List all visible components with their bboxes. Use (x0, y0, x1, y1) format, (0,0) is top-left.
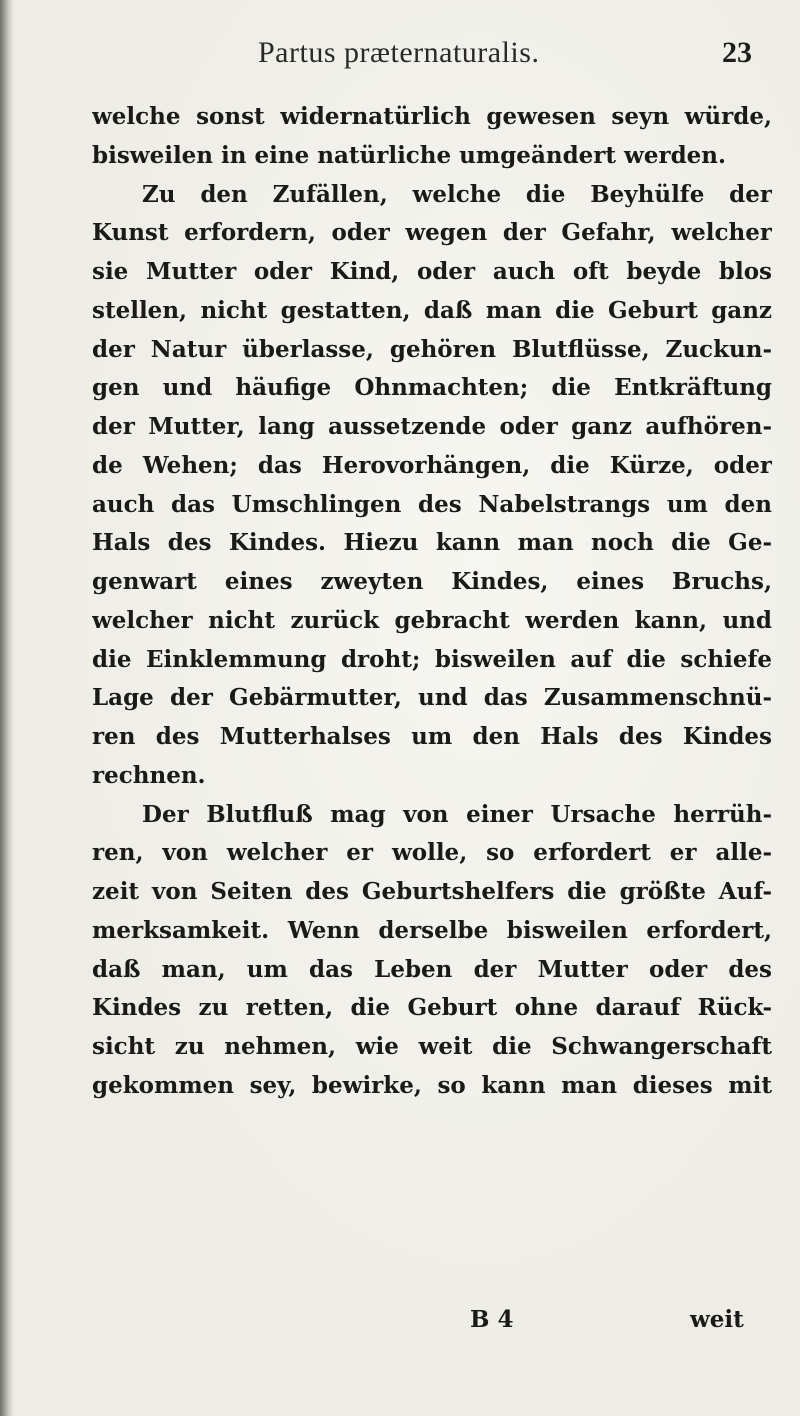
text-line: merksamkeit. Wenn derselbe bisweilen erfordert, (92, 916, 772, 944)
text-line: der Natur überlasse, gehören Blutflüsse, Zuckun- (92, 335, 772, 363)
text-line: Lage der Gebärmutter, und das Zusammenschnü- (92, 684, 772, 712)
text-line: genwart eines zweyten Kindes, eines Bruchs, (92, 568, 772, 595)
text-line: Zu den Zufällen, welche die Beyhülfe der (142, 180, 772, 208)
footer-line (0, 1300, 800, 1340)
text-line: ren, von welcher er wolle, so erfordert er alle- (92, 839, 772, 867)
text-line: sicht zu nehmen, wie weit die Schwangerschaft (92, 1033, 772, 1060)
text-line: gekommen sey, bewirke, so kann man dieses mit (92, 1071, 772, 1099)
text-line: der Mutter, lang aussetzende oder ganz aufhören- (92, 413, 772, 440)
text-line: daß man, um das Leben der Mutter oder des (92, 955, 772, 983)
text-line: Der Blutfluß mag von einer Ursache herrüh- (142, 800, 772, 828)
text-line: ren des Mutterhalses um den Hals des Kindes (92, 723, 772, 750)
running-title: Partus præternaturalis. (258, 36, 540, 69)
text-line: Hals des Kindes. Hiezu kann man noch die Ge- (92, 529, 772, 557)
text-line: welcher nicht zurück gebracht werden kann, und (92, 606, 772, 634)
text-line: Kunst erfordern, oder wegen der Gefahr, welcher (92, 219, 772, 247)
text-line: sie Mutter oder Kind, oder auch oft beyde blos (92, 258, 772, 285)
page-number: 23 (722, 36, 752, 69)
catchword: weit (690, 1306, 744, 1333)
running-head (0, 36, 800, 76)
text-line: welche sonst widernatürlich gewesen seyn würde, (92, 103, 772, 130)
text-line: bisweilen in eine natürliche umgeändert werden. (92, 141, 727, 169)
text-line: auch das Umschlingen des Nabelstrangs um den (92, 490, 772, 518)
text-line: stellen, nicht gestatten, daß man die Geburt ganz (92, 296, 772, 324)
text-line: rechnen. (92, 761, 206, 789)
text-line: Kindes zu retten, die Geburt ohne darauf Rück- (92, 994, 772, 1022)
text-line: zeit von Seiten des Geburtshelfers die größte Auf- (92, 878, 772, 905)
text-line: de Wehen; das Herovorhängen, die Kürze, oder (92, 451, 772, 479)
page-binding-shadow (0, 0, 14, 1416)
text-line: gen und häufige Ohnmachten; die Entkräftung (92, 374, 772, 402)
signature-mark: B 4 (470, 1306, 514, 1333)
text-line: die Einklemmung droht; bisweilen auf die schiefe (92, 645, 772, 673)
body-text (92, 98, 772, 1106)
